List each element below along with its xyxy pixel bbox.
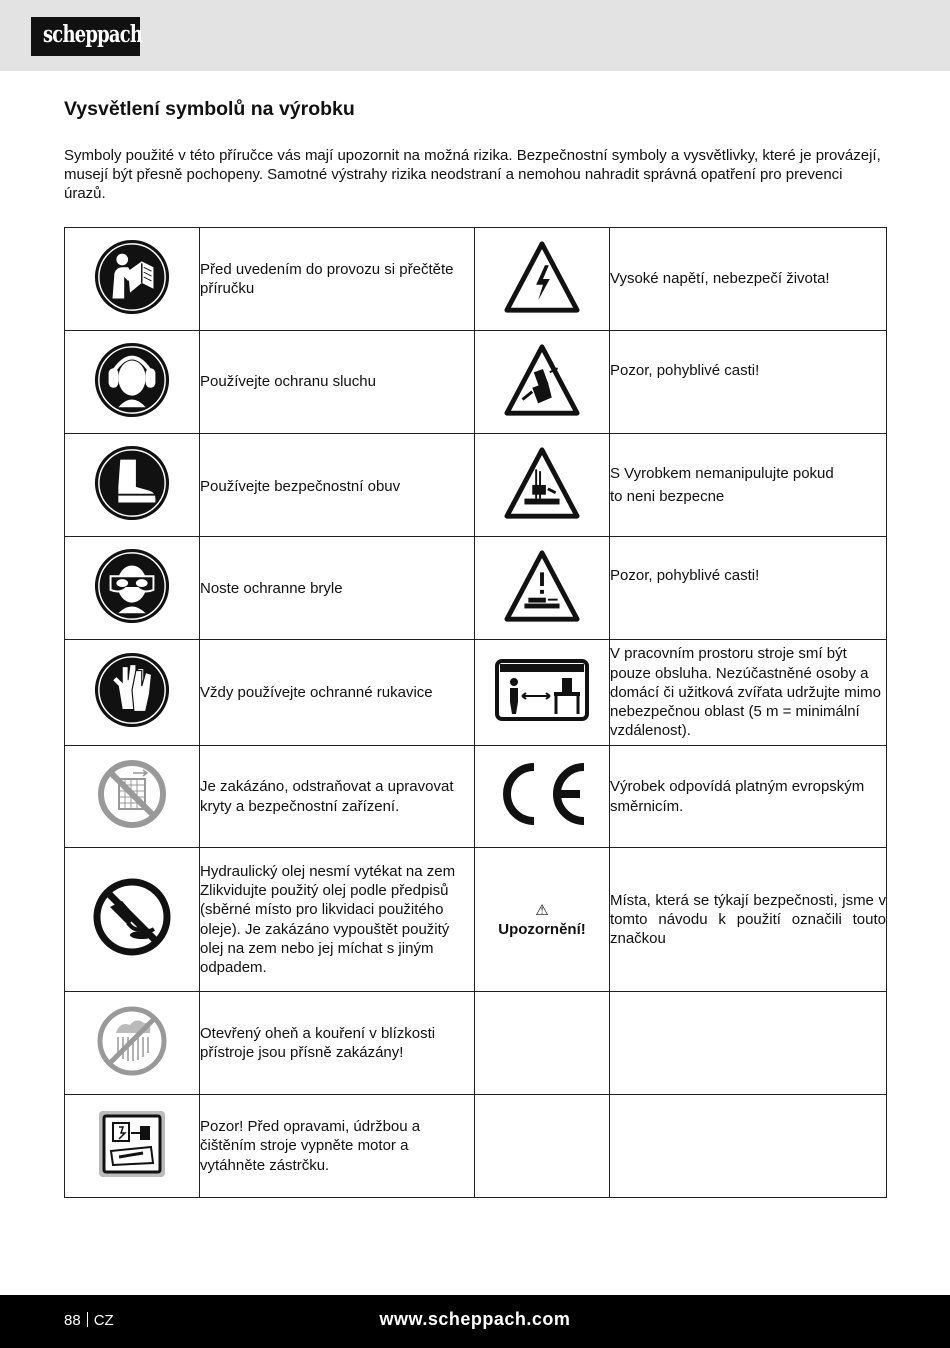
description-text: Výrobek odpovídá platným evropským směrnicím.	[610, 778, 865, 815]
symbol-description	[610, 848, 887, 992]
description-text: Vždy používejte ochranné rukavice	[200, 683, 433, 701]
table-row	[65, 228, 887, 331]
symbol-description	[200, 640, 475, 746]
symbols-table	[64, 227, 887, 1198]
empty-cell	[475, 992, 610, 1095]
website-link[interactable]: www.scheppach.com	[379, 1309, 571, 1329]
symbol-description	[200, 434, 475, 537]
safety-gloves-icon	[93, 651, 171, 734]
description-text: Pozor, pohyblivé casti!	[610, 362, 760, 379]
table-row	[65, 848, 887, 992]
table-row	[65, 1095, 887, 1198]
symbol-cell	[475, 746, 610, 848]
symbol-cell	[65, 640, 200, 746]
symbol-description	[610, 228, 887, 331]
table-row	[65, 746, 887, 848]
safety-boots-icon	[93, 444, 171, 527]
symbol-cell	[65, 992, 200, 1095]
description-text: Používejte ochranu sluchu	[200, 373, 376, 391]
description-text: Používejte bezpečnostní obuv	[200, 478, 401, 495]
moving-parts-machine-warning-icon	[503, 548, 581, 629]
hearing-protection-icon	[93, 341, 171, 424]
table-row	[65, 640, 887, 746]
symbol-cell	[65, 746, 200, 848]
symbol-description	[610, 434, 887, 537]
description-line: S Vyrobkem nemanipulujte pokud	[610, 465, 834, 482]
table-row	[65, 434, 887, 537]
symbol-description	[610, 331, 887, 434]
description-text: Místa, která se týkají bezpečnosti, jsme v tomto návodu k použití označili touto značkou	[610, 891, 886, 948]
symbol-description	[200, 1095, 475, 1198]
language-code: CZ	[93, 1312, 114, 1329]
warning-label: ⚠ Upozornění!	[498, 901, 586, 938]
description-text: Vysoké napětí, nebezpečí života!	[610, 270, 830, 288]
footer	[0, 1295, 950, 1348]
table-row	[65, 331, 887, 434]
symbol-cell	[475, 640, 610, 746]
page-title: Vysvětlení symbolů na výrobku	[64, 98, 355, 120]
no-open-fire-icon	[96, 1005, 168, 1082]
symbol-description	[200, 331, 475, 434]
symbol-cell	[65, 434, 200, 537]
intro-paragraph: Symboly použité v této příručce vás mají upozornit na možná rizika. Bezpečnostní symboly a vysvětlivky, které je provázejí, musejí být přesně pochopeny. Samotné výstrahy rizika neodstraní a nemohou nahradit správná opatření pro prevenci úrazů.	[64, 147, 881, 202]
symbol-cell	[65, 537, 200, 640]
table-row	[65, 537, 887, 640]
logo-text: scheppach	[42, 21, 143, 48]
description-text: Před uvedením do provozu si přečtěte příručku	[200, 260, 454, 297]
symbol-cell	[475, 848, 610, 992]
description-line: Zlikvidujte použitý olej podle předpisů (sběrné místo pro likvidaci použitého oleje). Je zakázáno vypouštět použitý olej na zem nebo jej míchat s jiným odpadem.	[200, 881, 450, 977]
page-number: 88	[64, 1312, 81, 1329]
read-manual-icon	[93, 238, 171, 321]
brand-logo	[31, 17, 143, 56]
unplug-before-maintenance-icon	[99, 1111, 165, 1182]
symbol-cell	[475, 331, 610, 434]
ce-mark-icon	[496, 761, 588, 832]
symbol-cell	[475, 537, 610, 640]
symbol-description	[200, 228, 475, 331]
description-text: Otevřený oheň a kouření v blízkosti přístroje jsou přísně zakázány!	[200, 1024, 436, 1061]
description-text: Pozor, pohyblivé casti!	[610, 567, 760, 584]
symbol-cell	[65, 848, 200, 992]
moving-parts-hand-warning-icon	[503, 342, 581, 423]
no-oil-disposal-icon	[92, 877, 172, 962]
high-voltage-warning-icon	[503, 239, 581, 320]
symbol-description	[200, 746, 475, 848]
description-text: Pozor! Před opravami, údržbou a čištěním stroje vypněte motor a vytáhněte zástrčku.	[200, 1118, 421, 1174]
header-band	[0, 0, 950, 71]
symbol-cell	[475, 434, 610, 537]
description-line: Hydraulický olej nesmí vytékat na zem	[200, 862, 456, 880]
symbol-cell	[65, 331, 200, 434]
no-removing-guards-icon	[97, 759, 167, 834]
unsafe-handling-warning-icon	[503, 445, 581, 526]
symbol-cell	[65, 228, 200, 331]
symbol-cell	[65, 1095, 200, 1198]
symbol-description	[610, 640, 887, 746]
symbol-description	[610, 746, 887, 848]
empty-cell	[610, 1095, 887, 1198]
empty-cell	[610, 992, 887, 1095]
keep-distance-icon	[494, 658, 590, 727]
description-text: V pracovním prostoru stroje smí být pouze obsluha. Nezúčastněné osoby a domácí či užitková zvířata udržujte mimo nebezpečnou oblast (5 m = minimální vzdálenost).	[610, 645, 881, 740]
description-line: to neni bezpecne	[610, 488, 725, 505]
safety-goggles-icon	[93, 547, 171, 630]
symbol-description	[610, 537, 887, 640]
symbol-description	[200, 537, 475, 640]
symbol-cell	[475, 228, 610, 331]
description-text: Noste ochranne bryle	[200, 580, 343, 597]
table-row	[65, 992, 887, 1095]
empty-cell	[475, 1095, 610, 1198]
symbol-description	[200, 848, 475, 992]
symbol-description	[200, 992, 475, 1095]
description-text: Je zakázáno, odstraňovat a upravovat kryty a bezpečnostní zařízení.	[200, 778, 454, 815]
